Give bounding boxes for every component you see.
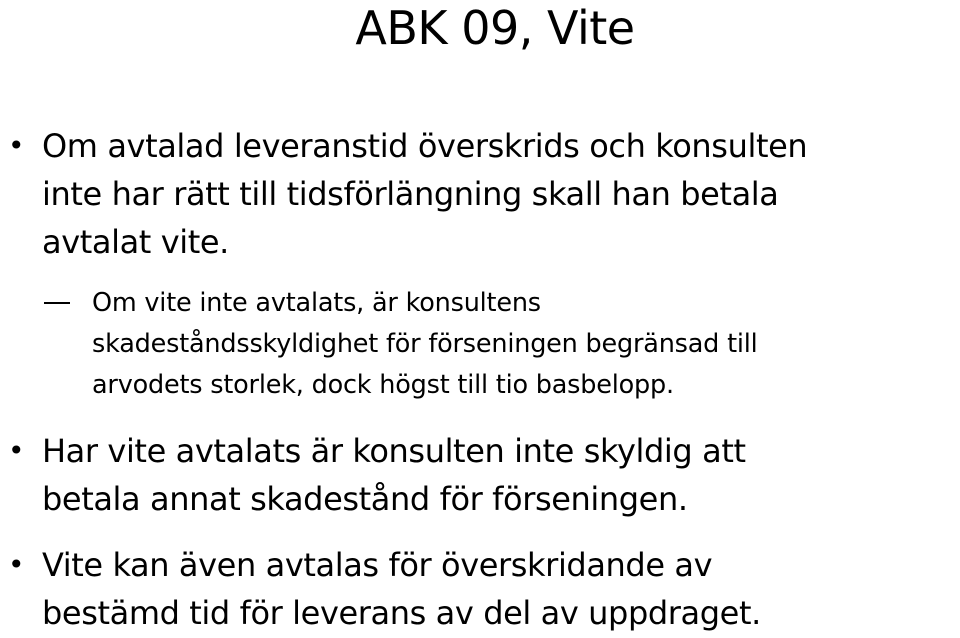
- bullet-3-line-1: Vite kan även avtalas för överskridande av: [42, 546, 713, 584]
- sub-bullet-line-2: skadeståndsskyldighet för förseningen begränsad till: [92, 329, 758, 359]
- sub-bullet-line-1: Om vite inte avtalats, är konsultens: [92, 288, 541, 318]
- slide-title: ABK 09, Vite: [355, 1, 635, 55]
- bullet-1-line-1: Om avtalad leveranstid överskrids och konsulten: [42, 127, 808, 165]
- bullet-dot-icon: •: [8, 434, 25, 467]
- bullet-dot-icon: •: [8, 548, 25, 581]
- bullet-2: [8, 427, 746, 523]
- bullet-2-line-1: Har vite avtalats är konsulten inte skyldig att: [42, 432, 746, 470]
- dash-icon: [44, 302, 70, 304]
- bullet-dot-icon: •: [8, 129, 25, 162]
- bullet-2-line-2: betala annat skadestånd för förseningen.: [42, 480, 688, 518]
- sub-bullet: [92, 283, 758, 406]
- bullet-3: [8, 541, 761, 637]
- bullet-1-line-3: avtalat vite.: [42, 223, 229, 261]
- bullet-3-line-2: bestämd tid för leverans av del av uppdraget.: [42, 594, 761, 632]
- sub-bullet-line-3: arvodets storlek, dock högst till tio basbelopp.: [92, 370, 674, 400]
- bullet-1-line-2: inte har rätt till tidsförlängning skall han betala: [42, 175, 779, 213]
- bullet-1: [8, 122, 808, 266]
